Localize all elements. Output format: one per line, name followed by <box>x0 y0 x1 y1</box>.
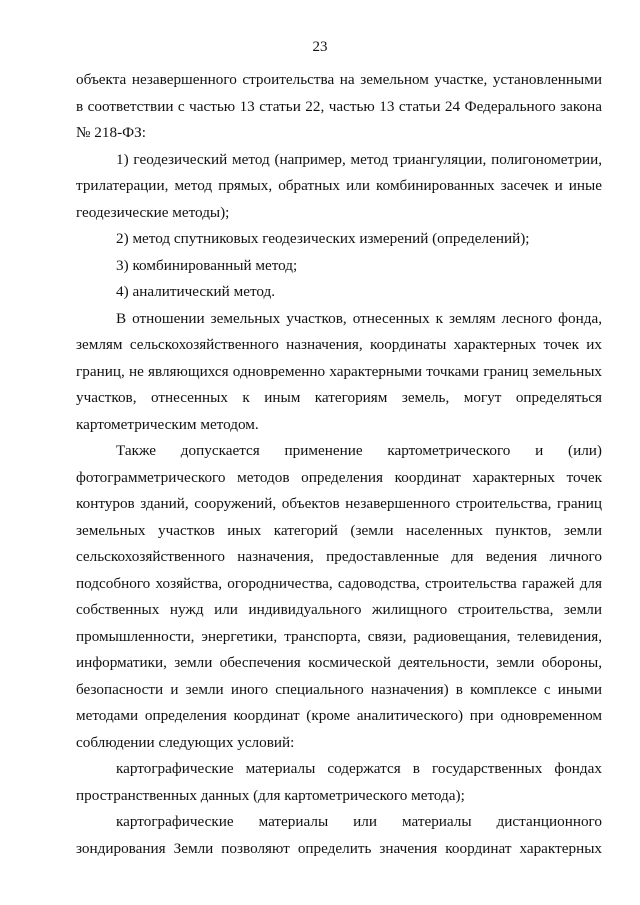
list-item-combined-method: 3) комбинированный метод; <box>116 256 298 274</box>
list-item-analytic-method: 4) аналитический метод. <box>116 283 276 300</box>
paragraph-forest-agricultural-lands: В отношении земельных участков, отнесенных к землям лесного фонда, землям сельскохозяйственного назначения, координаты характерных точек их границ, не являющихся одновременно характерными точками границ земельных участков, отнесенных к иным категориям земель, могут определяться картометрическим методом. <box>76 309 602 433</box>
list-item-geodetic-method: 1) геодезический метод (например, метод триангуляции, полигонометрии, трилатерации, метод прямых, обратных или комбинированных засечек и иные геодезические методы); <box>76 150 602 221</box>
condition-remote-sensing: картографические материалы или материалы дистанционного зондирования Земли позволяют определить значения координат характерных <box>76 813 602 857</box>
list-item-satellite-method: 2) метод спутниковых геодезических измерений (определений); <box>116 230 530 247</box>
page-number: 23 <box>312 39 328 55</box>
condition-state-funds: картографические материалы содержатся в государственных фондах пространственных данных (для картометрического метода); <box>76 760 602 804</box>
paragraph-intro: объекта незавершенного строительства на земельном участке, установленными в соответствии с частью 13 статьи 22, частью 13 статьи 24 Федерального закона № 218-ФЗ: <box>76 71 602 141</box>
document-body <box>76 67 602 862</box>
paragraph-cartometric-photogrammetric: Также допускается применение картометрического и (или) фотограмметрического методов определения координат характерных точек контуров зданий, сооружений, объектов незавершенного строительства, границ земельных участков иных категорий (земли населенных пунктов, земли сельскохозяйственного назначения, предоставленные для ведения личного подсобного хозяйства, огородничества, садоводства, строительства гаражей для собственных нужд или индивидуального жилищного строительства, земли промышленности, энергетики, транспорта, связи, радиовещания, телевидения, информатики, земли обеспечения космической деятельности, земли обороны, безопасности и земли иного специального назначения) в комплексе с иными методами определения координат (кроме аналитического) при одновременном соблюдении следующих условий: <box>76 442 602 751</box>
